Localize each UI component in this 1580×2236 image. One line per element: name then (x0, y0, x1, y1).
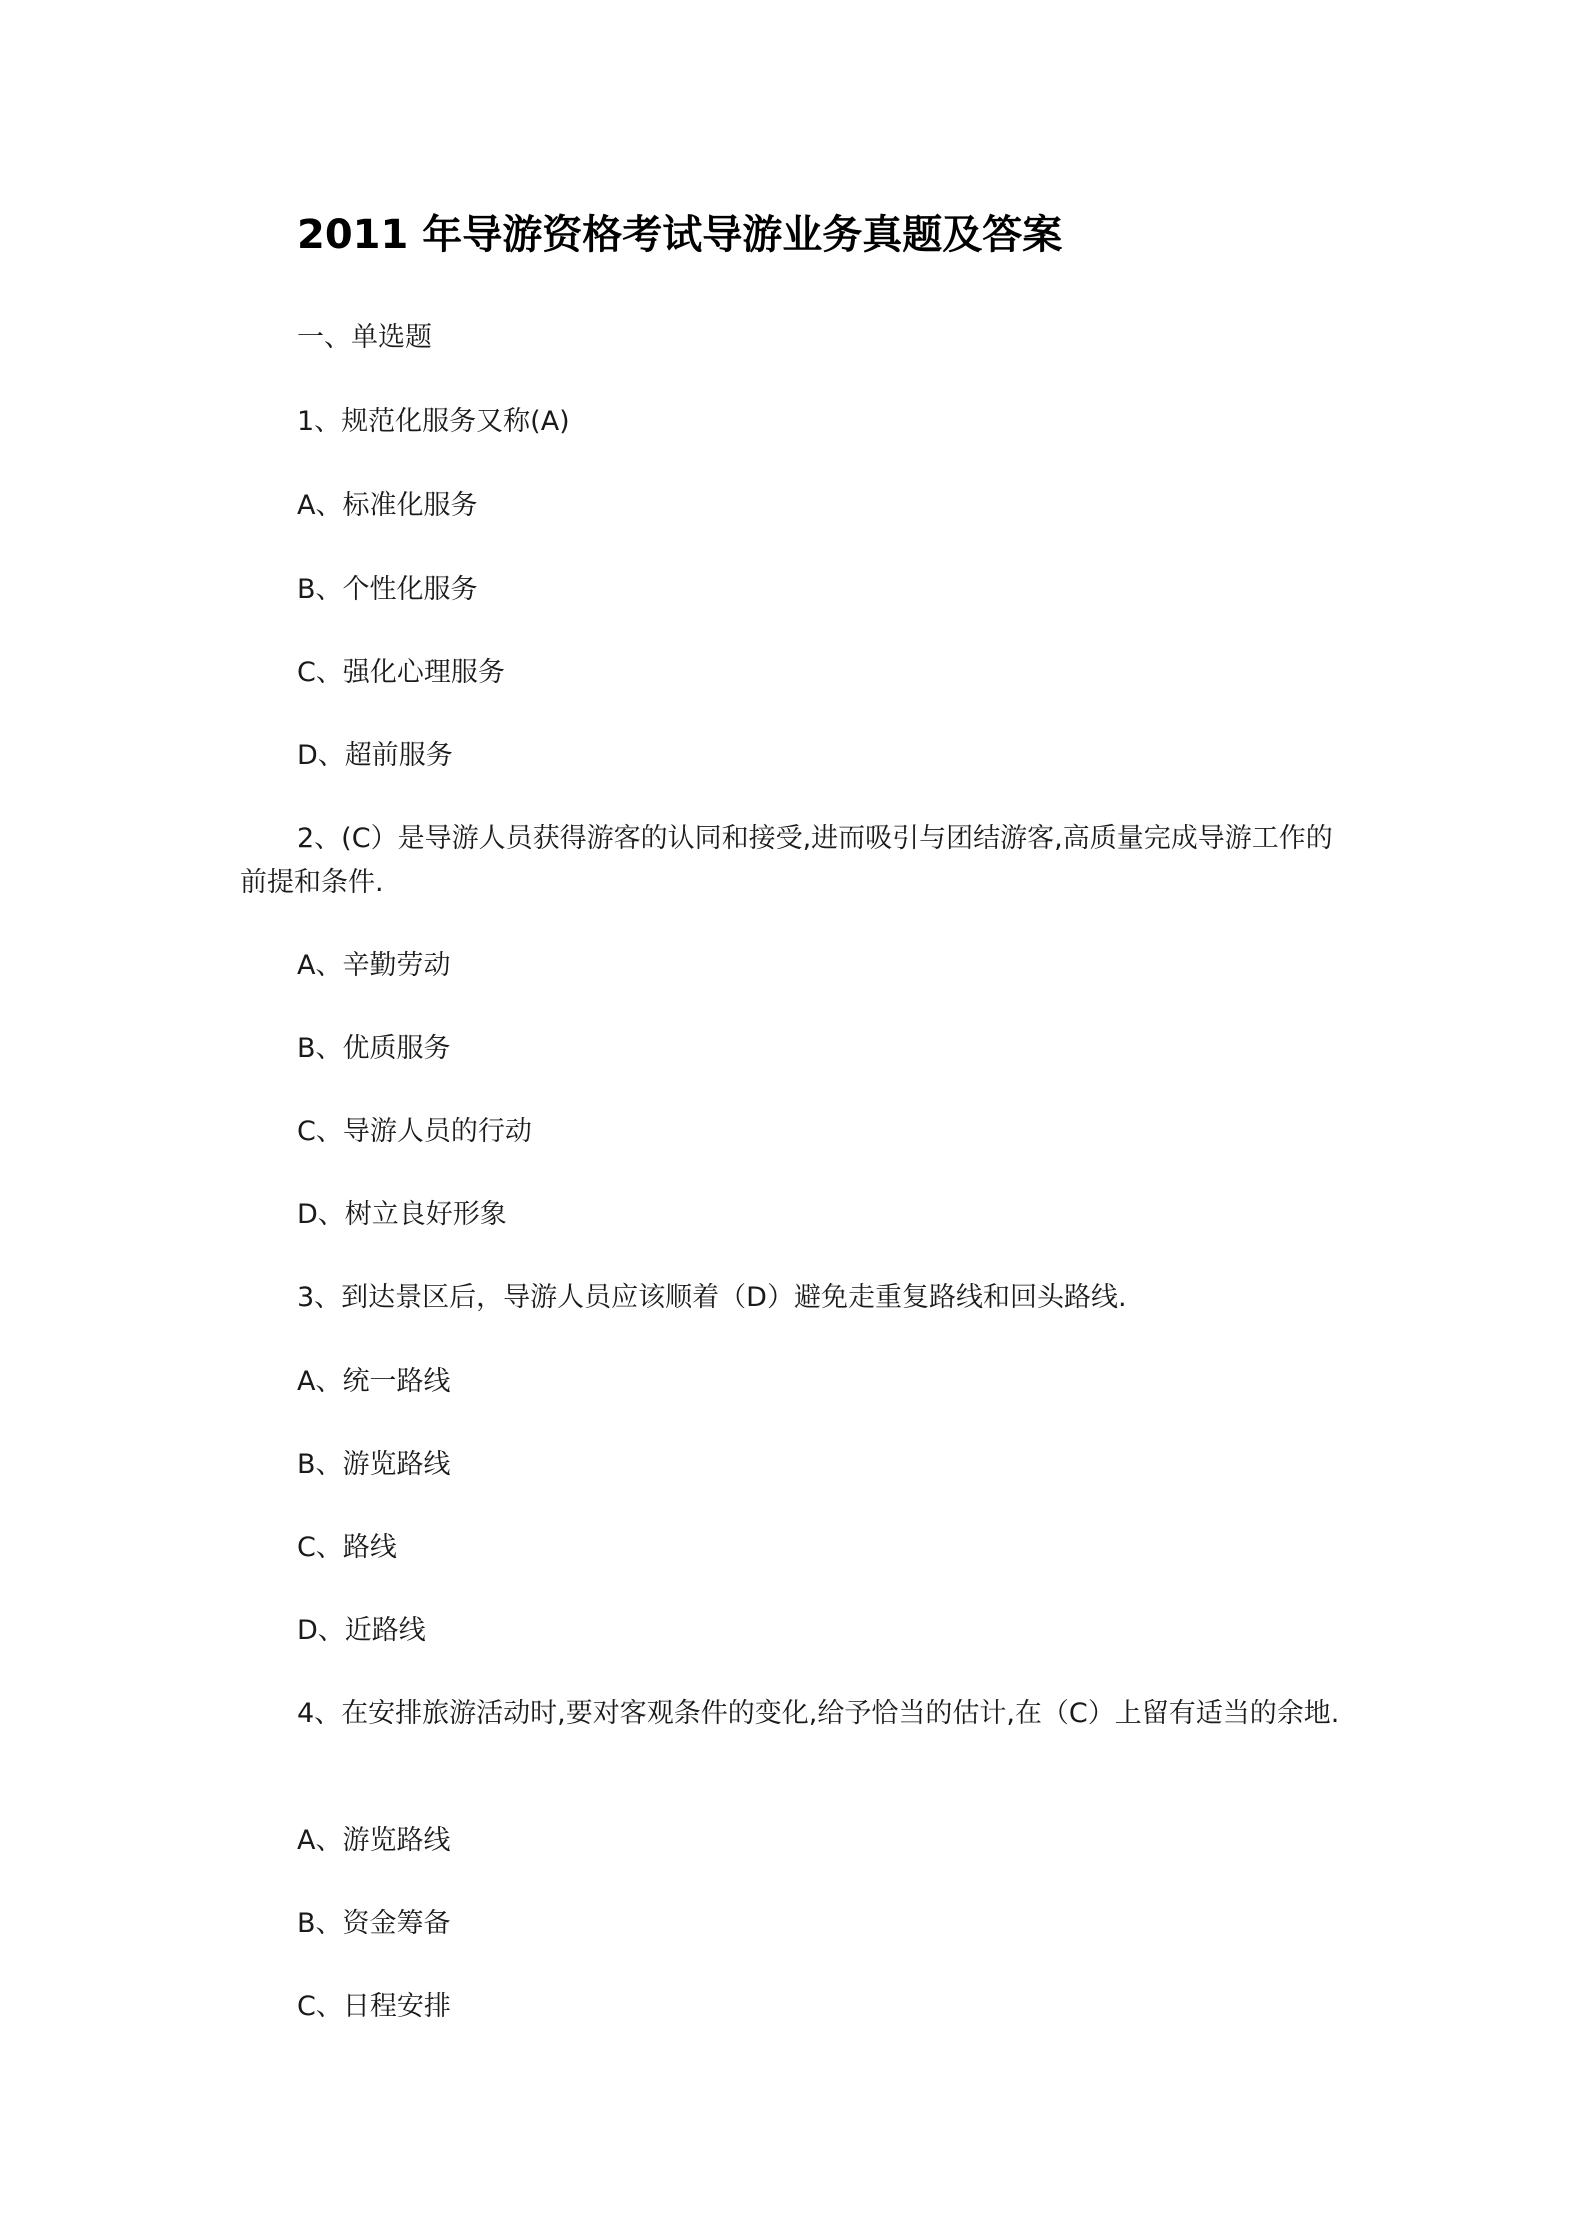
question-stem: 4、在安排旅游活动时,要对客观条件的变化,给予恰当的估计,在（C）上留有适当的余地. (297, 1698, 1340, 1729)
question-stem: 3、到达景区后，导游人员应该顺着（D）避免走重复路线和回头路线. (297, 1282, 1127, 1313)
answer-option: D、超前服务 (297, 740, 453, 771)
answer-option: A、统一路线 (297, 1366, 451, 1397)
question-stem: 2、(C）是导游人员获得游客的认同和接受,进而吸引与团结游客,高质量完成导游工作的前提和条件. (240, 823, 1333, 898)
document-title: 2011 年导游资格考试导游业务真题及答案 (297, 212, 1063, 258)
answer-option: C、日程安排 (297, 1991, 451, 2022)
answer-option: B、个性化服务 (297, 574, 478, 605)
question-stem: 1、规范化服务又称(A) (297, 406, 570, 437)
answer-option: A、标准化服务 (297, 490, 478, 521)
answer-option: B、优质服务 (297, 1033, 451, 1064)
answer-option: C、路线 (297, 1532, 397, 1563)
answer-option: B、游览路线 (297, 1449, 451, 1480)
answer-option: C、导游人员的行动 (297, 1116, 532, 1147)
answer-option: A、辛勤劳动 (297, 950, 451, 981)
answer-option: D、树立良好形象 (297, 1199, 507, 1230)
answer-option: A、游览路线 (297, 1825, 451, 1856)
section-heading: 一、单选题 (297, 322, 432, 353)
answer-option: B、资金筹备 (297, 1908, 451, 1939)
answer-option: C、强化心理服务 (297, 657, 505, 688)
answer-option: D、近路线 (297, 1615, 426, 1646)
